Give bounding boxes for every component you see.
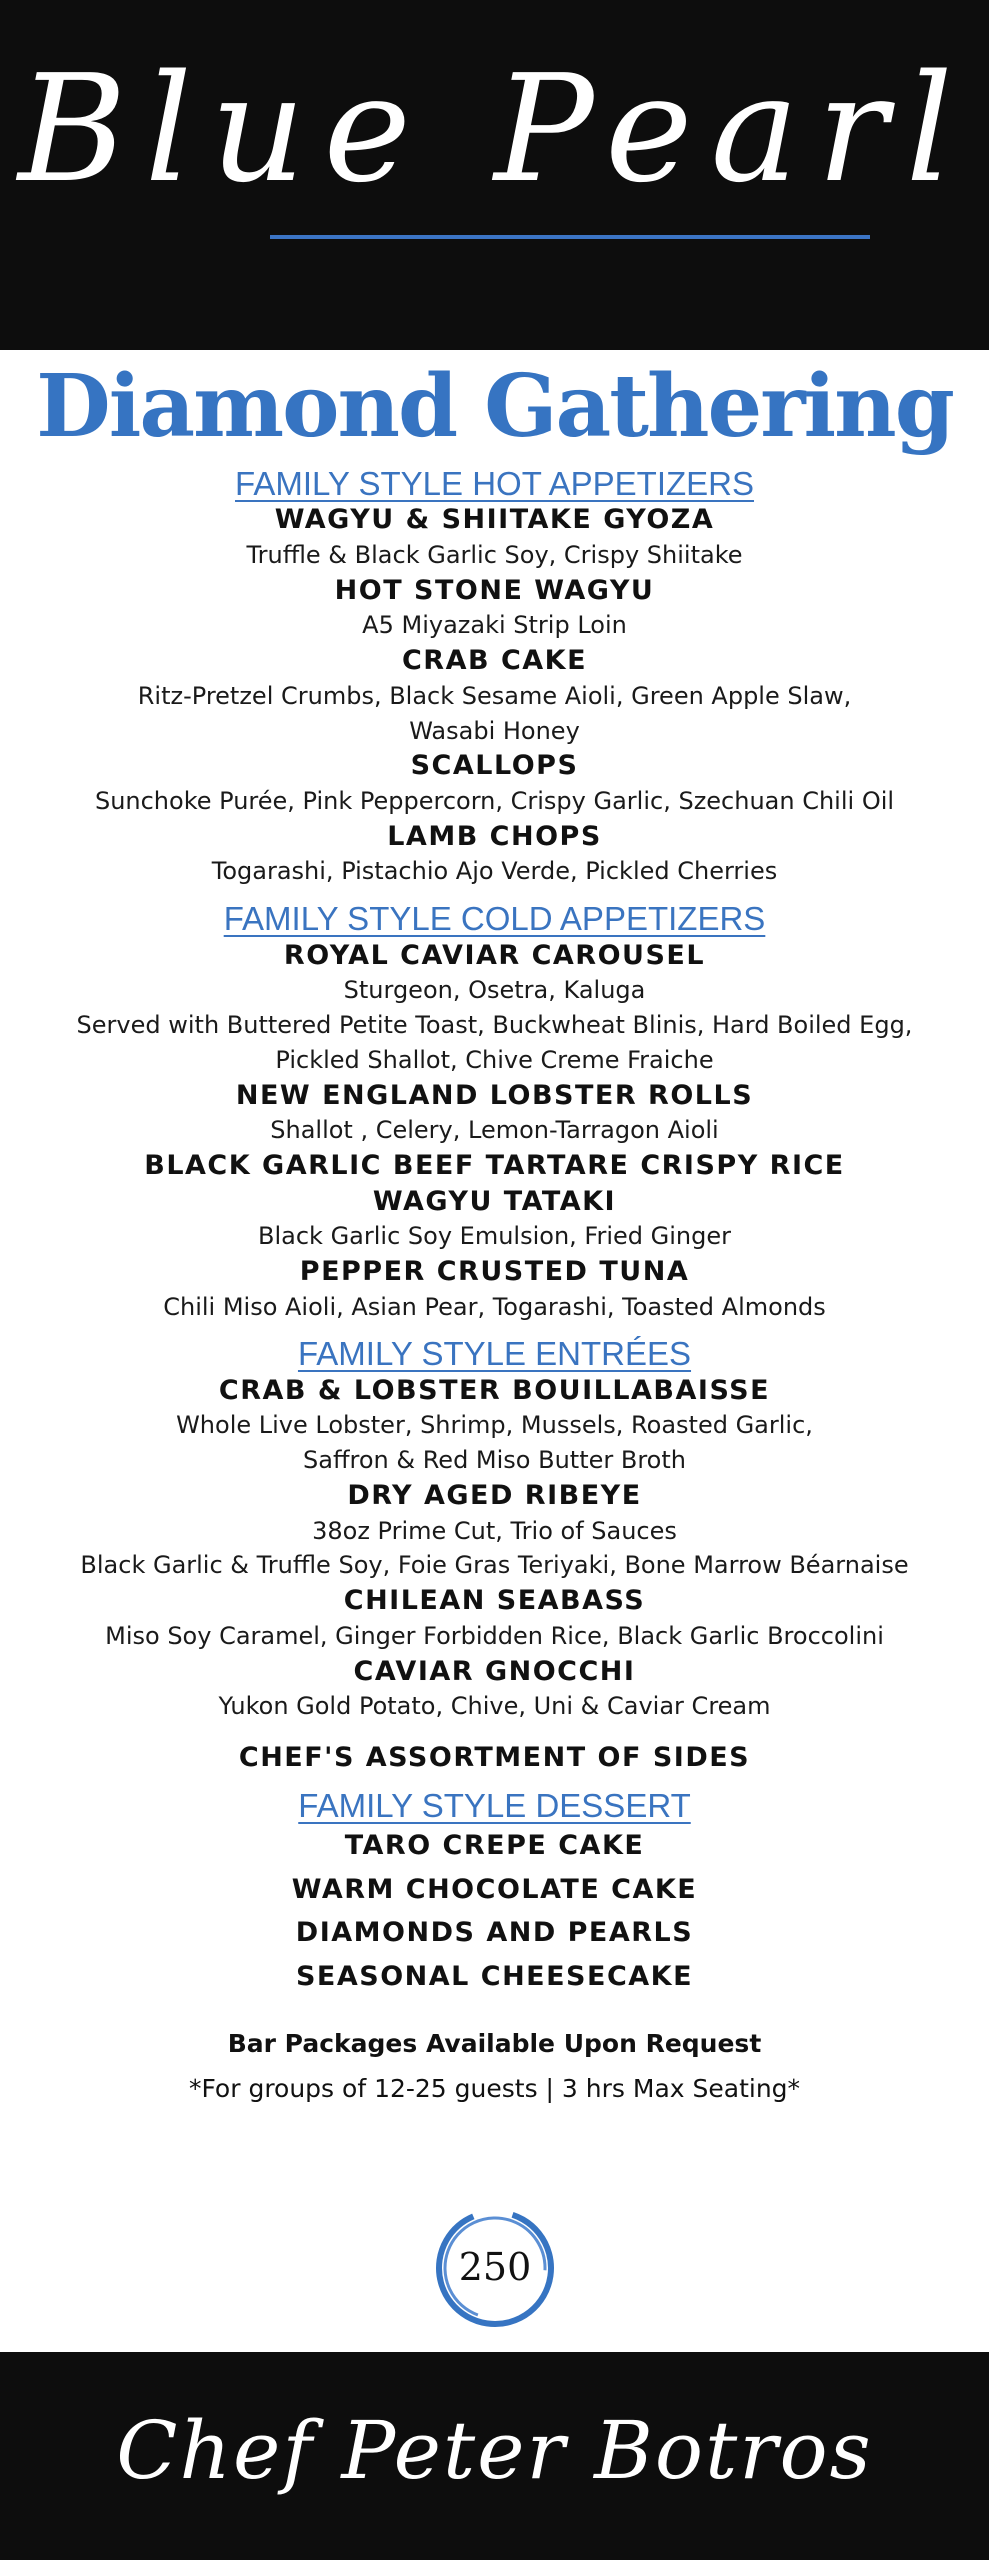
menu-title: Diamond Gathering: [36, 356, 953, 457]
sides-item: CHEF'S ASSORTMENT OF SIDES: [238, 1741, 751, 1773]
dish-name: WAGYU TATAKI: [372, 1185, 617, 1217]
dish-name: PEPPER CRUSTED TUNA: [299, 1255, 690, 1287]
menu-item: [0, 1254, 989, 1324]
dish-description: Wasabi Honey: [409, 716, 580, 745]
dish-description: Shallot , Celery, Lemon-Tarragon Aioli: [270, 1116, 719, 1145]
menu-item: [0, 1373, 989, 1478]
dish-description: Truffle & Black Garlic Soy, Crispy Shiitake: [246, 540, 743, 569]
dish-description: Miso Soy Caramel, Ginger Forbidden Rice, Black Garlic Broccolini: [105, 1621, 884, 1650]
group-size-note: *For groups of 12-25 guests | 3 hrs Max Seating*: [188, 2073, 801, 2103]
dish-name: WAGYU & SHIITAKE GYOZA: [274, 504, 715, 536]
menu-item: [0, 1654, 989, 1724]
chef-signature: Chef Peter Botros: [116, 2404, 873, 2497]
menu-item: [0, 1184, 989, 1254]
section-heading: FAMILY STYLE DESSERT: [298, 1786, 691, 1824]
dish-description: A5 Miyazaki Strip Loin: [362, 611, 627, 640]
dish-name: CRAB CAKE: [401, 645, 588, 677]
header-banner: [0, 0, 989, 350]
dish-description: Whole Live Lobster, Shrimp, Mussels, Roasted Garlic,: [176, 1411, 813, 1440]
notes: [0, 2021, 989, 2111]
dish-description: Togarashi, Pistachio Ajo Verde, Pickled Cherries: [211, 857, 778, 886]
brand-logo: Blue Pearl: [18, 43, 971, 215]
dish-name: CRAB & LOBSTER BOUILLABAISSE: [218, 1374, 771, 1406]
menu-item: [0, 1583, 989, 1653]
price-badge: [432, 2205, 558, 2331]
dish-description: Ritz-Pretzel Crumbs, Black Sesame Aioli, Green Apple Slaw,: [137, 681, 852, 710]
menu-item: [0, 938, 989, 1078]
menu-item: [0, 748, 989, 818]
section-heading: FAMILY STYLE ENTRÉES: [297, 1335, 692, 1373]
section-heading: FAMILY STYLE COLD APPETIZERS: [223, 900, 766, 938]
dish-description: Sunchoke Purée, Pink Peppercorn, Crispy Garlic, Szechuan Chili Oil: [94, 786, 895, 815]
dish-description: Sturgeon, Osetra, Kaluga: [343, 976, 646, 1005]
footer-banner: [0, 2352, 989, 2560]
dessert-item: TARO CREPE CAKE: [344, 1829, 645, 1861]
bar-packages-note: Bar Packages Available Upon Request: [227, 2028, 762, 2058]
dish-name: CAVIAR GNOCCHI: [353, 1655, 636, 1687]
dish-description: Pickled Shallot, Chive Creme Fraiche: [275, 1045, 714, 1074]
section-cold-appetizers: [0, 901, 989, 1324]
dessert-item: DIAMONDS AND PEARLS: [295, 1917, 694, 1949]
menu-item: [0, 502, 989, 572]
section-heading: FAMILY STYLE HOT APPETIZERS: [235, 465, 754, 502]
menu-item: [0, 1148, 989, 1184]
dish-name: DRY AGED RIBEYE: [347, 1479, 642, 1511]
dish-name: BLACK GARLIC BEEF TARTARE CRISPY RICE: [144, 1149, 845, 1181]
dessert-item: WARM CHOCOLATE CAKE: [291, 1873, 698, 1905]
section-entrees: [0, 1336, 989, 1724]
dish-name: NEW ENGLAND LOBSTER ROLLS: [235, 1079, 754, 1111]
dish-name: SCALLOPS: [410, 750, 579, 782]
section-hot-appetizers: [0, 466, 989, 889]
dish-description: 38oz Prime Cut, Trio of Sauces: [312, 1516, 677, 1545]
dish-description: Black Garlic & Truffle Soy, Foie Gras Teriyaki, Bone Marrow Béarnaise: [80, 1551, 909, 1580]
menu-item: [0, 1478, 989, 1583]
menu-body: [0, 350, 989, 2111]
dish-description: Black Garlic Soy Emulsion, Fried Ginger: [258, 1222, 731, 1251]
dish-name: ROYAL CAVIAR CAROUSEL: [283, 939, 706, 971]
brand-underline: [270, 235, 870, 239]
price-value: 250: [458, 2245, 532, 2289]
dish-name: HOT STONE WAGYU: [334, 574, 655, 606]
dish-name: CHILEAN SEABASS: [343, 1585, 646, 1617]
dessert-item: SEASONAL CHEESECAKE: [295, 1961, 694, 1993]
dish-description: Served with Buttered Petite Toast, Buckwheat Blinis, Hard Boiled Egg,: [76, 1010, 913, 1039]
dish-description: Chili Miso Aioli, Asian Pear, Togarashi, Toasted Almonds: [163, 1292, 826, 1321]
menu-item: [0, 819, 989, 889]
menu-item: [0, 573, 989, 643]
section-dessert: [0, 1788, 989, 1999]
dish-description: Saffron & Red Miso Butter Broth: [303, 1446, 686, 1475]
menu-item: [0, 643, 989, 748]
dish-name: LAMB CHOPS: [387, 820, 602, 852]
menu-item: [0, 1078, 989, 1148]
dish-description: Yukon Gold Potato, Chive, Uni & Caviar Cream: [218, 1692, 771, 1721]
